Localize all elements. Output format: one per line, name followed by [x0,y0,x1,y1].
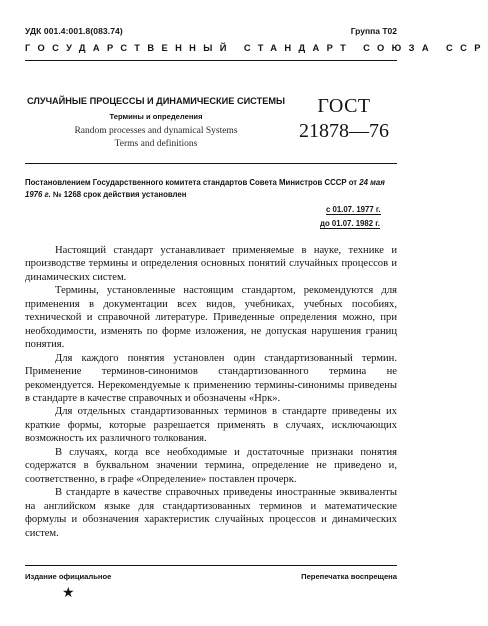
paragraph: Для каждого понятия установлен один стандартизованный термин. Применение терминов-синонимов стандартизованного термина не рекомендуется. Нерекомендуемые к применению термины-синонимы приведены в стандарте в качестве справочных и обозначены «Нрк». [25,352,397,404]
decree-text [25,177,397,201]
valid-to-date [320,219,380,228]
subtitle-russian: Термины и определения [109,112,203,121]
body-text [25,244,397,540]
paragraph: В случаях, когда все необходимые и достаточные признаки понятия содержатся в буквальном значении термина, определение не приведено и, соответственно, в графе «Определение» поставлен прочерк. [25,446,397,485]
top-divider [25,60,397,61]
star-icon: ★ [62,586,75,601]
paragraph: Настоящий стандарт устанавливает применяемые в науке, технике и производстве термины и определения основных понятий случайных процессов и динамических систем. [25,245,397,283]
udk-code: УДК 001.4:001.8(083.74) [25,26,123,36]
reprint-prohibited-label: Перепечатка воспрещена [301,572,397,581]
gost-number: 21878—76 [299,120,389,142]
valid-from-date [326,205,381,214]
paragraph: Термины, установленные настоящим стандартом, рекомендуются для применения в документации всех видов, учебниках, учебных пособиях, технической и справочной литературе. Приведенные определения можно, при необходимости, изменять по форме изложения, не допуская нарушения границ понятия. [25,285,397,351]
decree-date: 24 мая 1976 г. [25,178,385,199]
decree-part1: Постановлением Государственного комитета стандартов Совета Министров СССР от [25,178,360,187]
group-code: Группа Т02 [350,26,397,36]
official-edition-label: Издание официальное [25,572,112,581]
valid-from-text: с 01.07. 1977 г. [326,205,381,214]
bottom-divider [25,565,397,566]
title-russian: СЛУЧАЙНЫЕ ПРОЦЕССЫ И ДИНАМИЧЕСКИЕ СИСТЕМЫ [27,96,285,106]
decree-part2: № 1268 срок действия установлен [50,190,187,199]
title-english: Random processes and dynamical Systems [74,126,238,136]
valid-to-text: до 01.07. 1982 г. [320,219,380,228]
middle-divider [25,163,397,164]
gost-label: ГОСТ [317,95,371,117]
subtitle-english: Terms and definitions [114,139,198,149]
paragraph: Для отдельных стандартизованных терминов в стандарте приведены их краткие формы, которые разрешается применять в случаях, исключающих возможность их различного толкования. [25,406,397,445]
paragraph: В стандарте в качестве справочных приведены иностранные эквиваленты на английском языке для стандартизованных терминов и математические формулы и обозначения характеристик случайных процессов и динамических систем. [25,487,397,539]
state-standard-heading: ГОСУДАРСТВЕННЫЙ СТАНДАРТ СОЮЗА ССР [25,43,488,53]
